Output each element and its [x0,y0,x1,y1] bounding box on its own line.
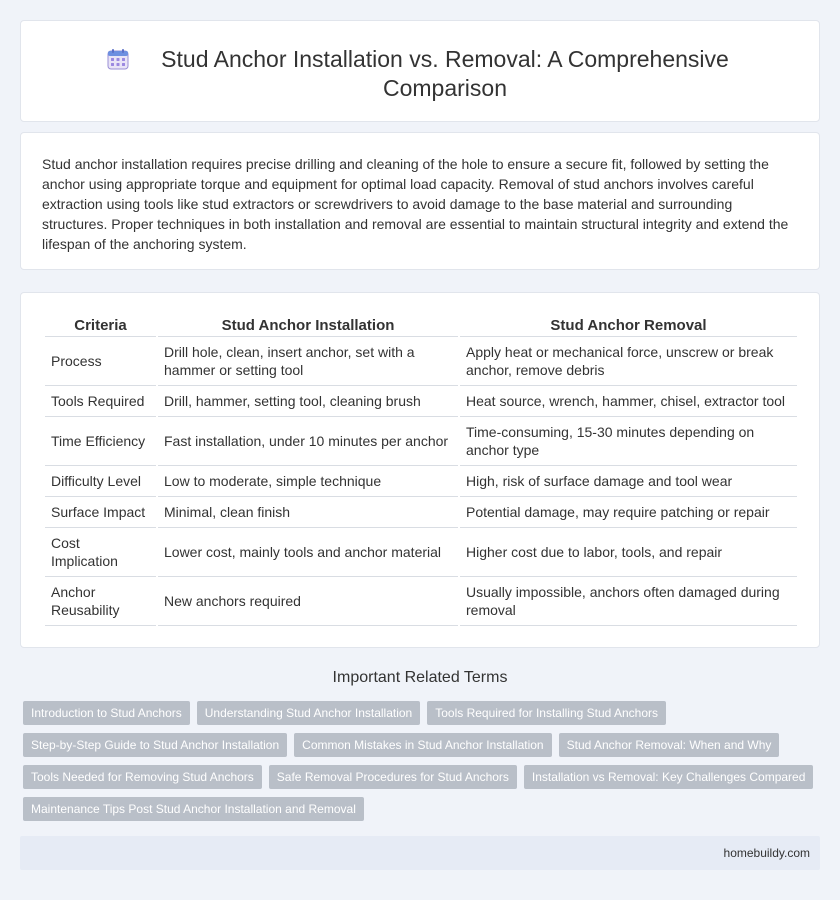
table-row [45,497,797,528]
table-cell: Cost Implication [45,528,156,577]
related-term-tag[interactable]: Introduction to Stud Anchors [23,701,190,725]
header-installation: Stud Anchor Installation [158,313,458,337]
intro-paragraph: Stud anchor installation requires precise drilling and cleaning of the hole to ensure a secure fit, followed by setting the anchor using appropriate torque and equipment for optimal load capacity. Removal of stud anchors involves careful extraction using tools like stud extractors or screwdrivers to avoid damage to the base material and surrounding structures. Proper techniques in both installation and removal are essential to maintain structural integrity and extend the lifespan of the anchoring system. [42,156,789,252]
table-cell: New anchors required [158,577,458,626]
intro-card [20,132,820,270]
table-cell: Low to moderate, simple technique [158,466,458,497]
table-cell: Higher cost due to labor, tools, and repair [460,528,797,577]
related-term-tag[interactable]: Installation vs Removal: Key Challenges Compared [524,765,813,789]
table-row [45,337,797,386]
related-terms-heading: Important Related Terms [332,669,508,686]
related-term-tag[interactable]: Step-by-Step Guide to Stud Anchor Installation [23,733,287,757]
table-cell: Time Efficiency [45,417,156,466]
table-cell: Anchor Reusability [45,577,156,626]
related-term-tag[interactable]: Tools Required for Installing Stud Anchors [427,701,666,725]
table-cell: Heat source, wrench, hammer, chisel, extractor tool [460,386,797,417]
page-title: Stud Anchor Installation vs. Removal: A Comprehensive Comparison [161,46,729,101]
title-card [20,20,820,122]
table-cell: Drill hole, clean, insert anchor, set with a hammer or setting tool [158,337,458,386]
header-removal: Stud Anchor Removal [460,313,797,337]
related-term-tag[interactable]: Tools Needed for Removing Stud Anchors [23,765,262,789]
related-term-tag[interactable]: Common Mistakes in Stud Anchor Installation [294,733,551,757]
table-cell: High, risk of surface damage and tool wear [460,466,797,497]
table-cell: Lower cost, mainly tools and anchor material [158,528,458,577]
related-term-tag[interactable]: Stud Anchor Removal: When and Why [559,733,780,757]
table-row [45,528,797,577]
table-cell: Apply heat or mechanical force, unscrew or break anchor, remove debris [460,337,797,386]
table-cell: Process [45,337,156,386]
table-row [45,466,797,497]
related-terms-list [23,701,823,829]
related-term-tag[interactable]: Maintenance Tips Post Stud Anchor Installation and Removal [23,797,364,821]
table-cell: Difficulty Level [45,466,156,497]
table-row [45,577,797,626]
table-cell: Surface Impact [45,497,156,528]
related-term-tag[interactable]: Understanding Stud Anchor Installation [197,701,420,725]
table-cell: Drill, hammer, setting tool, cleaning brush [158,386,458,417]
table-cell: Fast installation, under 10 minutes per anchor [158,417,458,466]
table-header-row [45,313,797,337]
table-cell: Potential damage, may require patching or repair [460,497,797,528]
related-term-tag[interactable]: Safe Removal Procedures for Stud Anchors [269,765,517,789]
table-row [45,417,797,466]
footer [20,836,820,870]
table-row [45,386,797,417]
comparison-table-card [20,292,820,648]
table-cell: Usually impossible, anchors often damaged during removal [460,577,797,626]
header-criteria: Criteria [45,313,156,337]
comparison-table [43,313,799,626]
table-cell: Tools Required [45,386,156,417]
footer-site-link[interactable]: homebuildy.com [723,846,810,860]
table-cell: Minimal, clean finish [158,497,458,528]
table-cell: Time-consuming, 15-30 minutes depending on anchor type [460,417,797,466]
